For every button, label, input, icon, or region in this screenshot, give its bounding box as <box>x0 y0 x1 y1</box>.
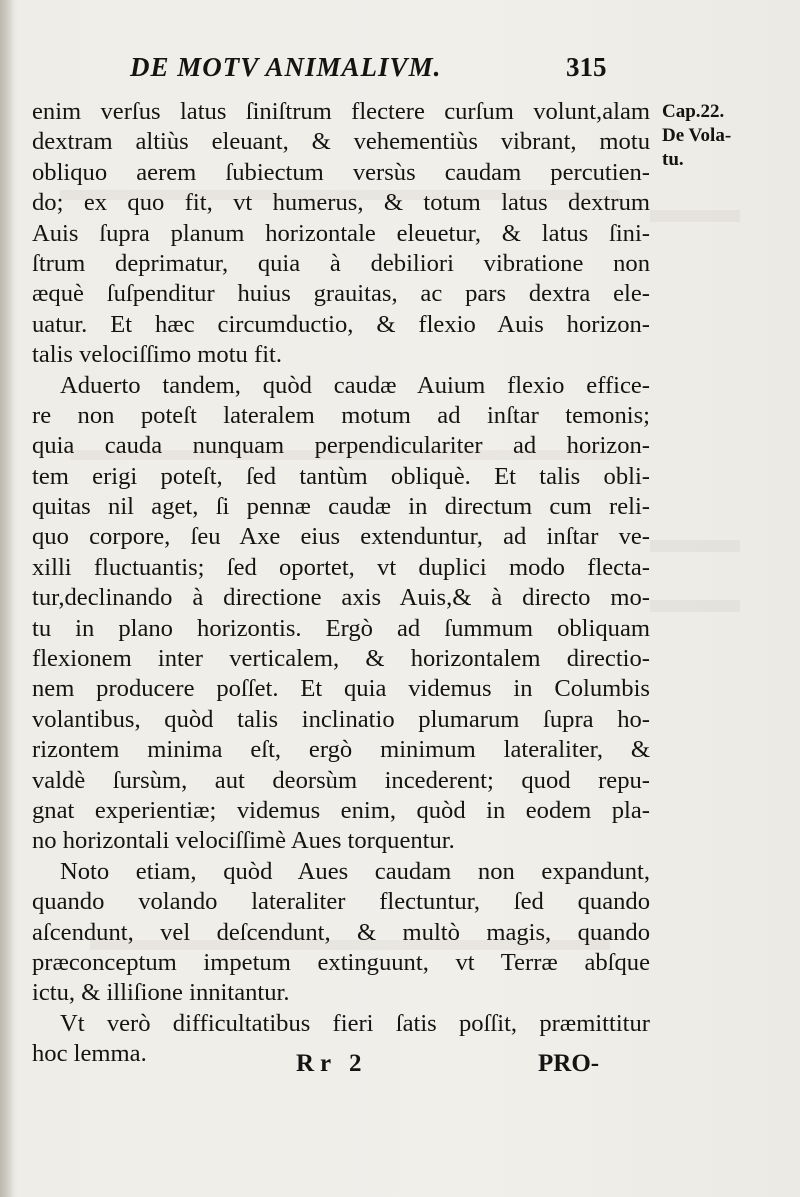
page-footer <box>0 1050 800 1090</box>
text-line: talis velociſſimo motu fit. <box>32 341 283 369</box>
running-title: DE MOTV ANIMALIVM. <box>130 52 442 82</box>
text-line: Vt verò difficultatibus fieri ſatis poſſit, præmittitur <box>60 1009 650 1037</box>
text-line: volantibus, quòd talis inclinatio plumarum ſupra ho- <box>32 705 650 733</box>
text-line: gnat experientiæ; videmus enim, quòd in eodem pla- <box>32 796 650 824</box>
text-line: Aduerto tandem, quòd caudæ Auium flexio effice- <box>60 371 650 399</box>
body-text <box>32 97 650 1070</box>
text-line: aſcendunt, vel deſcendunt, & multò magis, quando <box>32 918 650 946</box>
text-line: tu in plano horizontis. Ergò ad ſummum obliquam <box>32 614 650 642</box>
text-line: quitas nil aget, ſi pennæ caudæ in directum cum reli- <box>32 493 650 521</box>
catchword: PRO- <box>538 1050 600 1077</box>
margin-note-line: Cap.22. <box>662 101 725 122</box>
gutter-shadow <box>0 0 14 1197</box>
text-line: hoc lemma. <box>32 1040 147 1068</box>
text-line: Noto etiam, quòd Aues caudam non expandunt, <box>60 857 650 885</box>
text-line: rizontem minima eſt, ergò minimum lateraliter, & <box>32 736 650 764</box>
text-line: obliquo aerem ſubiectum versùs caudam percutien- <box>32 158 650 186</box>
text-line: ictu, & illiſione innitantur. <box>32 979 290 1007</box>
text-line: do; ex quo fit, vt humerus, & totum latus dextrum <box>32 189 650 217</box>
text-line: quo corpore, ſeu Axe eius extenduntur, ad inſtar ve- <box>32 523 650 551</box>
text-line: tur,declinando à directione axis Auis,& à directo mo- <box>32 584 650 612</box>
running-head <box>130 52 630 86</box>
text-line: quia cauda nunquam perpendiculariter ad horizon- <box>32 432 650 460</box>
margin-note <box>662 100 792 172</box>
text-line: valdè ſursùm, aut deorsùm incederent; quod repu- <box>32 766 650 794</box>
text-line: nem producere poſſet. Et quia videmus in Columbis <box>32 675 650 703</box>
text-line: Auis ſupra planum horizontale eleuetur, & latus ſini- <box>32 219 650 247</box>
text-line: dextram altiùs eleuant, & vehementiùs vibrant, motu <box>32 128 650 156</box>
text-line: quando volando lateraliter flectuntur, ſed quando <box>32 888 650 916</box>
text-line: præconceptum impetum extinguunt, vt Terræ abſque <box>32 948 650 976</box>
text-line: flexionem inter verticalem, & horizontalem directio- <box>32 645 650 673</box>
margin-note-line: De Vola- <box>662 125 732 146</box>
margin-note-line: tu. <box>662 149 684 170</box>
text-line: æquè ſuſpenditur huius grauitas, ac pars dextra ele- <box>32 280 650 308</box>
page-number: 315 <box>566 52 607 82</box>
text-line: ſtrum deprimatur, quia à debiliori vibratione non <box>32 249 650 277</box>
text-line: tem erigi poteſt, ſed tantùm obliquè. Et talis obli- <box>32 462 650 490</box>
text-line: xilli fluctuantis; ſed oportet, vt duplici modo flecta- <box>32 553 650 581</box>
text-line: enim verſus latus ſiniſtrum flectere curſum volunt,alam <box>32 98 650 125</box>
signature-mark: Rr 2 <box>296 1050 368 1077</box>
text-line: uatur. Et hæc circumductio, & flexio Auis horizon- <box>32 310 650 338</box>
text-line: no horizontali velociſſimè Aues torquentur. <box>32 827 455 855</box>
text-line: re non poteſt lateralem motum ad inſtar temonis; <box>32 401 650 429</box>
